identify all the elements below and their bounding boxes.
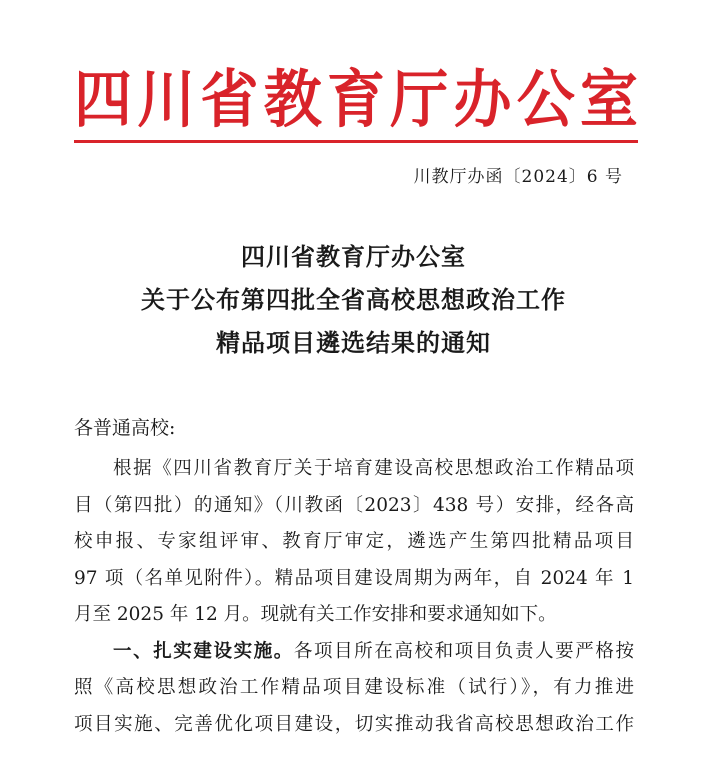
section-1-lead-text: 各项目所在高校和项目负责人要严格按	[293, 640, 634, 662]
section-1-heading: 一、扎实建设实施。	[113, 640, 294, 662]
paragraph-line: 目（第四批）的通知》（川教函〔2023〕438 号）安排，经各高	[74, 494, 634, 516]
paragraph-line: 97 项（名单见附件）。精品项目建设周期为两年，自 2024 年 1	[74, 567, 634, 589]
document-number: 川教厅办函〔2024〕6 号	[413, 167, 623, 187]
paragraph-line: 项目实施、完善优化项目建设，切实推动我省高校思想政治工作	[74, 713, 634, 735]
paragraph-line: 月至 2025 年 12 月。现就有关工作安排和要求通知如下。	[74, 604, 557, 625]
salutation: 各普通高校:	[74, 417, 176, 439]
letterhead-red-rule	[74, 140, 638, 143]
title-line-1: 四川省教育厅办公室	[241, 243, 466, 271]
title-line-3: 精品项目遴选结果的通知	[216, 329, 491, 357]
document-title	[0, 236, 707, 365]
title-line-2: 关于公布第四批全省高校思想政治工作	[141, 286, 566, 314]
section-1-first-line	[74, 634, 634, 671]
body-text	[74, 451, 634, 743]
issuer-letterhead: 四川省教育厅办公室	[74, 62, 638, 137]
paragraph-line: 校申报、专家组评审、教育厅审定，遴选产生第四批精品项目	[74, 531, 634, 552]
paragraph-line: 照《高校思想政治工作精品项目建设标准（试行）》，有力推进	[74, 677, 634, 698]
paragraph-line: 根据《四川省教育厅关于培育建设高校思想政治工作精品项	[113, 458, 634, 479]
